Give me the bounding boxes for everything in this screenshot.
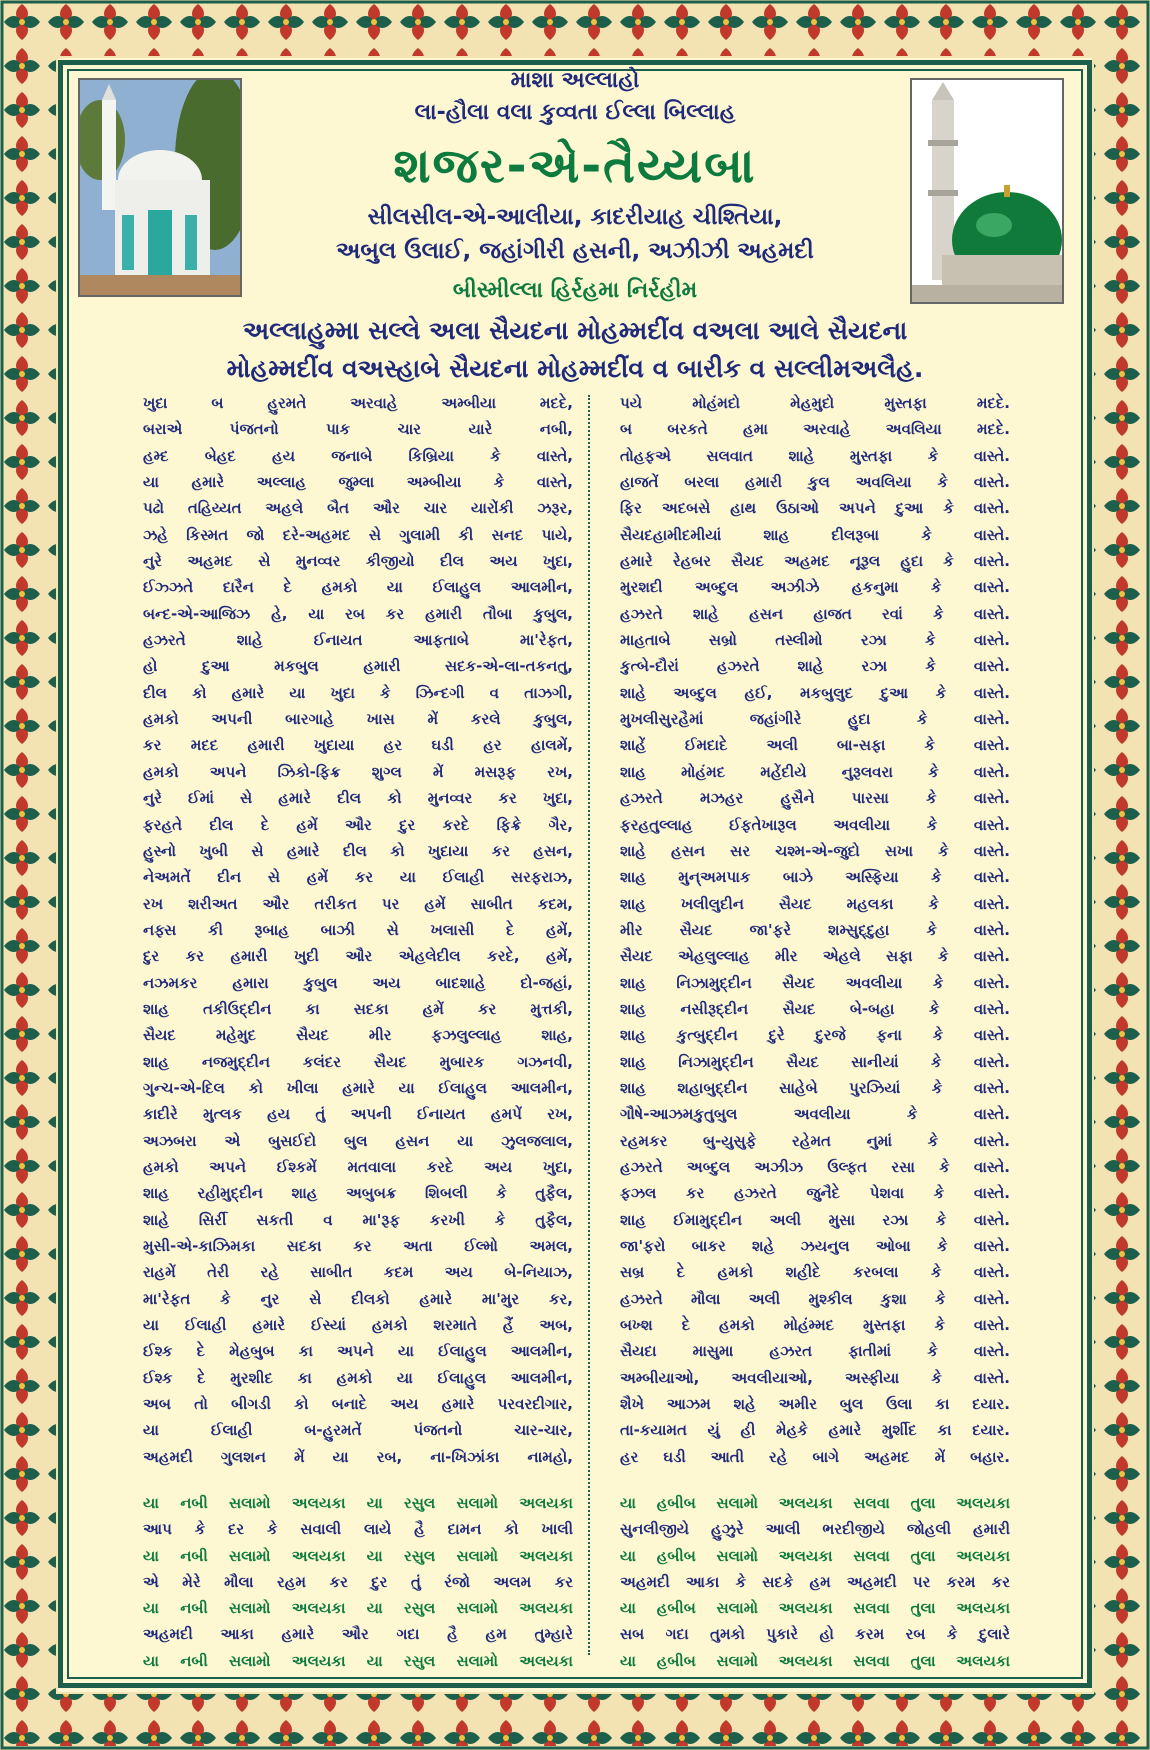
page-title: શજર-એ-તૈય્યબા xyxy=(393,138,757,194)
verse-line: શાહે હસન સર ચશ્મ-એ-જુદો સખા કે વાસ્તે. xyxy=(620,841,1010,860)
verse-line: ઈઝ્ઝતે દારૈન દે હમકો યા ઈલાહુલ આલમીન, xyxy=(143,578,573,597)
verse-line: હાજતેં બરલા હમારી કુલ અવલિયા કે વાસ્તે. xyxy=(620,473,1010,492)
verse-line: અઝબરા એ બુસઈદો બુલ હસન યા ઝુલજલાલ, xyxy=(143,1131,573,1150)
verse-line: ફિર અદબસે હાથ ઉઠાઓ અપને દુઆ કે વાસ્તે. xyxy=(620,499,1010,518)
verse-line: કુત્બે-દૌરાં હઝરતે શાહે રઝા કે વાસ્તે. xyxy=(620,657,1010,676)
verse-line: શાહે અબ્દુલ હઈ, મકબુલુદ દુઆ કે વાસ્તે. xyxy=(620,683,1010,702)
verse-line: રાહમેં તેરી રહે સાબીત કદમ અય બે-નિયાઝ, xyxy=(143,1263,573,1282)
verse-line: હુસ્નો ખુબી સે હમારે દીલ કો ખુદાયા કર હસન, xyxy=(143,841,573,860)
verse-line: નઝમકર હમારા કુબુલ અય બાદશાહે દો-જહાં, xyxy=(143,973,573,992)
verse-line: યા હમારે અલ્લાહ જુમ્લા અમ્બીયા કે વાસ્તે, xyxy=(143,473,573,492)
verse-line: ફરહતુલ્લાહ ઈફતેખારૂલ અવલીયા કે વાસ્તે. xyxy=(620,815,1010,834)
verse-line: અહમદી ગુલશન મેં યા રબ, ના-ખિઝાંકા નામહો, xyxy=(143,1447,573,1466)
verse-line: શૈખે આઝમ શહે અમીર બુલ ઉલા કા દયાર. xyxy=(620,1395,1010,1414)
verse-line: શાહ મુન્અમપાક બાઝે અસ્ફિયા કે વાસ્તે. xyxy=(620,868,1010,887)
verse-line: યા હબીબ સલામો અલયકા સલવા તુલા અલયકા xyxy=(620,1599,1010,1618)
verse-line: ઝહે કિસ્મત જો દરે-અહમદ સે ગુલામી કી સનદ પાયે, xyxy=(143,525,573,544)
verse-line: હઝરતે શાહે ઈનાયત આફતાબે મા'રેફત, xyxy=(143,631,573,650)
verse-line: હમ્દ બેહદ હય જનાબે કિબ્રિયા કે વાસ્તે, xyxy=(143,446,573,465)
verse-line: શાહ નસીરૂદ્દીન સૈયદ બે-બહા કે વાસ્તે. xyxy=(620,999,1010,1018)
verse-line: સૈયદહામીદમીયાં શાહ દીલરૂબા કે વાસ્તે. xyxy=(620,525,1010,544)
verse-line: મા'રેફત કે નુર સે દીલકો હમારે મા'મુર કર, xyxy=(143,1289,573,1308)
subtitle-line-1: સીલસીલ-એ-આલીયા, કાદરીયાહ ચીશ્તિયા, xyxy=(367,204,783,230)
verse-line: તા-કયામત યું હી મેહકે હમારે મુર્શીદ કા દયાર. xyxy=(620,1421,1010,1440)
verse-line: હર ઘડી આતી રહે બાગે અહમદ મેં બહાર. xyxy=(620,1447,1010,1466)
verse-line: હમકો અપને ઝિકો-ફિક્ર શુગ્લ મેં મસરૂફ રખ, xyxy=(143,762,573,781)
verse-line: જા'ફરો બાકર શહે ઝયનુલ ઓબા કે વાસ્તે. xyxy=(620,1237,1010,1255)
header-line-2: લા-હૌલા વલા કુવ્વતા ઈલ્લા બિલ્લાહ xyxy=(414,100,736,125)
verse-line: હઝરતે મૌલા અલી મુશ્કીલ કુશા કે વાસ્તે. xyxy=(620,1289,1010,1308)
header-line-1: માશા અલ્લાહો xyxy=(510,68,640,93)
verse-line: શાહે સિર્રી સકતી વ મા'રૂફ કરખી કે તુફૈલ, xyxy=(143,1210,573,1229)
right-verse-column xyxy=(620,390,1010,1470)
verse-line: સૈયદા માસુમા હઝરત ફાતીમાં કે વાસ્તે. xyxy=(620,1342,1010,1361)
bismillah: બીસ્મીલ્લા હિર્રહમા નિર્રહીમ xyxy=(452,278,698,303)
verse-line: બખ્શ દે હમકો મોહંમ્મદ મુસ્તફા કે વાસ્તે. xyxy=(620,1316,1010,1335)
verse-line: બ બરકતે હમા અરવાહે અવલિયા મદદે. xyxy=(620,420,1010,439)
verse-line: યા નબી સલામો અલયકા યા રસુલ સલામો અલયકા xyxy=(143,1651,573,1670)
verse-line: કર મદદ હમારી ખુદાયા હર ઘડી હર હાલમેં, xyxy=(143,736,573,755)
verse-line: યા નબી સલામો અલયકા યા રસુલ સલામો અલયકા xyxy=(143,1546,573,1565)
verse-line: યા નબી સલામો અલયકા યા રસુલ સલામો અલયકા xyxy=(143,1599,573,1618)
verse-line: સૈયદ મહેમુદ સૈયદ મીર ફઝલુલ્લાહ શાહ, xyxy=(143,1026,573,1045)
verse-line: હમારે રેહબર સૈયદ અહમદ નૂરૂલ હુદા કે વાસ્તે. xyxy=(620,552,1010,571)
verse-line: સબ્ર દે હમકો શહીદે કરબલા કે વાસ્તે. xyxy=(620,1263,1010,1282)
verse-line: હો દુઆ મકબુલ હમારી સદક-એ-લા-તકનતુ, xyxy=(143,657,573,676)
verse-line: અહમદી આકા કે સદકે હમ અહમદી પર કરમ કર xyxy=(620,1572,1010,1591)
left-salam-block xyxy=(143,1490,573,1674)
verse-line: ફરહતે દીલ દે હમેં ઔર દુર કરદે ફિક્રે ગૈર, xyxy=(143,815,573,834)
verse-line: શાહ નિઝામુદ્દીન સૈયદ સાનીયાં કે વાસ્તે. xyxy=(620,1052,1010,1071)
verse-line: હઝરતે અબ્દુલ અઝીઝ ઉલ્ફત રસા કે વાસ્તે. xyxy=(620,1157,1010,1176)
verse-line: નેઅમતેં દીન સે હમેં કર યા ઈલાહી સરફરાઝ, xyxy=(143,868,573,887)
verse-line: એ મેરે મૌલા રહમ કર દુર તું રંજો અલમ કર xyxy=(143,1572,573,1591)
verse-line: મુસી-એ-કાઝિમકા સદકા કર અતા ઈલ્મો અમલ, xyxy=(143,1237,573,1255)
verse-line: સૈયદ એહલુલ્લાહ મીર એહલે સફા કે વાસ્તે. xyxy=(620,947,1010,966)
verse-line: શાહ કુત્બુદ્દીન દુરે દુરજે ફના કે વાસ્તે. xyxy=(620,1026,1010,1045)
verse-line: હમકો અપને ઈશ્કમેં મતવાલા કરદે અય ખુદા, xyxy=(143,1157,573,1176)
verse-line: શાહેં ઈમદાદે અલી બા-સફા કે વાસ્તે. xyxy=(620,736,1010,755)
verse-line: રખ શરીઅત ઔર તરીકત પર હમેં સાબીત કદમ, xyxy=(143,894,573,913)
verse-line: હમકો અપની બારગાહે ખાસ મેં કરલે કુબુલ, xyxy=(143,710,573,729)
verse-line: યા હબીબ સલામો અલયકા સલવા તુલા અલયકા xyxy=(620,1651,1010,1670)
verse-line: સુનલીજીયે હુઝુરે આલી ભરદીજીયે જોહલી હમારી xyxy=(620,1520,1010,1539)
verse-line: દુર કર હમારી ખુદી ઔર એહલેદીલ કરદે, હમેં, xyxy=(143,947,573,966)
verse-line: શાહ નજમુદ્દીન કલંદર સૈયદ મુબારક ગઝનવી, xyxy=(143,1052,573,1071)
verse-line: બરાએ પંજતનો પાક ચાર યારે નબી, xyxy=(143,420,573,439)
verse-line: ઈશ્ક દે મેહબુબ કા અપને યા ઈલાહુલ આલમીન, xyxy=(143,1342,573,1361)
verse-line: મુરશદી અબ્દુલ અઝીઝે હકનુમા કે વાસ્તે. xyxy=(620,578,1010,597)
subtitle-line-2: અબુલ ઉલાઈ, જહાંગીરી હસની, અઝીઝી અહમદી xyxy=(336,238,814,264)
shrine-photo xyxy=(78,78,242,297)
verse-line: આપ કે દર કે સવાલી લાયે હૈ દામન કો ખાલી xyxy=(143,1520,573,1539)
verse-line: માહતાબે સબ્રો તસ્લીમો રઝા કે વાસ્તે. xyxy=(620,631,1010,650)
verse-line: શાહ શહાબુદ્દીન સાહેબે પુરઝિયાં કે વાસ્તે. xyxy=(620,1078,1010,1097)
verse-line: કાદીરે મુત્લક હય તું અપની ઈનાયત હમપેં રખ, xyxy=(143,1105,573,1124)
verse-line: યા ઈલાહી હમારે ઈસ્યાં હમકો શરમાતે હૈં અબ, xyxy=(143,1316,573,1335)
verse-line: મીર સૈયદ જા'ફરે શમ્સુદ્દુહા કે વાસ્તે. xyxy=(620,920,1010,939)
verse-line: અહમદી આકા હમારે ઔર ગદા હૈ હમ તુમ્હારે xyxy=(143,1625,573,1644)
verse-line: તોહફએ સલવાત શાહે મુસ્તફા કે વાસ્તે. xyxy=(620,446,1010,465)
verse-line: યા નબી સલામો અલયકા યા રસુલ સલામો અલયકા xyxy=(143,1494,573,1512)
left-verse-column xyxy=(143,390,573,1470)
verse-line: યા ઈલાહી બ-હુરમતેં પંજતનો ચાર-ચાર, xyxy=(143,1421,573,1440)
verse-line: અબ તો બીગડી કો બનાદે અય હમારે પરવરદીગાર, xyxy=(143,1395,573,1414)
verse-line: શાહ તકીઉદ્દીન કા સદકા હમેં કર મુત્તકી, xyxy=(143,999,573,1018)
right-salam-block xyxy=(620,1490,1010,1674)
verse-line: શાહ રહીમુદ્દીન શાહ અબુબક્ર શિબલી કે તુફૈલ, xyxy=(143,1184,573,1203)
verse-line: શાહ મોહંમદ મહેંદીયે નુરૂલવરા કે વાસ્તે. xyxy=(620,762,1010,781)
verse-line: હઝરતે શાહે હસન હાજત રવાં કે વાસ્તે. xyxy=(620,604,1010,623)
verse-line: ગુન્ચ-એ-દિલ કો ખીલા હમારે યા ઈલાહુલ આલમીન, xyxy=(143,1078,573,1097)
verse-line: યા હબીબ સલામો અલયકા સલવા તુલા અલયકા xyxy=(620,1494,1010,1512)
verse-line: પઢો તહિય્યત અહલે બૈત ઔર ચાર યારોંકી ઝરૂર, xyxy=(143,499,573,518)
salawat-line-1: અલ્લાહુમ્મા સલ્લે અલા સૈયદના મોહમ્મદીંવ વઅલા આલે સૈયદના xyxy=(242,316,908,345)
verse-line: ગૌષે-આઝમકુતુબુલ અવલીયા કે વાસ્તે. xyxy=(620,1105,1010,1124)
verse-line: નુરે અહમદ સે મુનવ્વર કીજીયો દીલ અય ખુદા, xyxy=(143,552,573,571)
verse-line: ખુદા બ હુરમતે અરવાહે અમ્બીયા મદદે, xyxy=(143,394,573,412)
verse-line: નુરે ઈમાં સે હમારે દીલ કો મુનવ્વર કર ખુદા, xyxy=(143,789,573,808)
verse-line: નફ્સ કી રૂબાહ બાઝી સે ખલાસી દે હમેં, xyxy=(143,920,573,939)
verse-line: દીલ કો હમારે યા ખુદા કે ઝિન્દગી વ તાઝગી, xyxy=(143,683,573,702)
verse-line: રહમકર બુ-યુસુફે રહેમત નુમાં કે વાસ્તે. xyxy=(620,1131,1010,1150)
verse-line: બન્દ-એ-આજિઝ હે, યા રબ કર હમારી તૌબા કુબુલ, xyxy=(143,604,573,623)
green-dome-photo xyxy=(910,78,1064,304)
verse-line: સબ ગદા તુમકો પુકારે હો કરમ રબ કે દુલારે xyxy=(620,1625,1010,1644)
salawat-line-2: મોહમ્મદીંવ વઅસ્હાબે સૈયદના મોહમ્મદીંવ વ બારીક વ સલ્લીમઅલૈહ. xyxy=(226,354,924,383)
verse-line: મુખલીસુરહૈમાં જહાંગીરે હુદા કે વાસ્તે. xyxy=(620,710,1010,729)
verse-line: ફઝલ કર હઝરતે જુનૈદે પેશવા કે વાસ્તે. xyxy=(620,1184,1010,1203)
verse-line: શાહ નિઝામુદ્દીન સૈયદ અવલીયા કે વાસ્તે. xyxy=(620,973,1010,992)
verse-line: શાહ ઈમામુદ્દીન અલી મુસા રઝા કે વાસ્તે. xyxy=(620,1210,1010,1229)
verse-line: અમ્બીયાઓ, અવલીયાઓ, અસ્ફીયા કે વાસ્તે. xyxy=(620,1368,1010,1387)
verse-line: શાહ ખલીલુદીન સૈયદ મહલકા કે વાસ્તે. xyxy=(620,894,1010,913)
column-divider xyxy=(588,395,590,1655)
verse-line: યા હબીબ સલામો અલયકા સલવા તુલા અલયકા xyxy=(620,1546,1010,1565)
verse-line: ઈશ્ક દે મુરશીદ કા હમકો યા ઈલાહુલ આલમીન, xyxy=(143,1368,573,1387)
verse-line: હઝરતે મઝહર હુસૈને પારસા કે વાસ્તે. xyxy=(620,789,1010,808)
verse-line: પયે મોહંમદો મેહમુદો મુસ્તફા મદદે. xyxy=(620,394,1010,412)
